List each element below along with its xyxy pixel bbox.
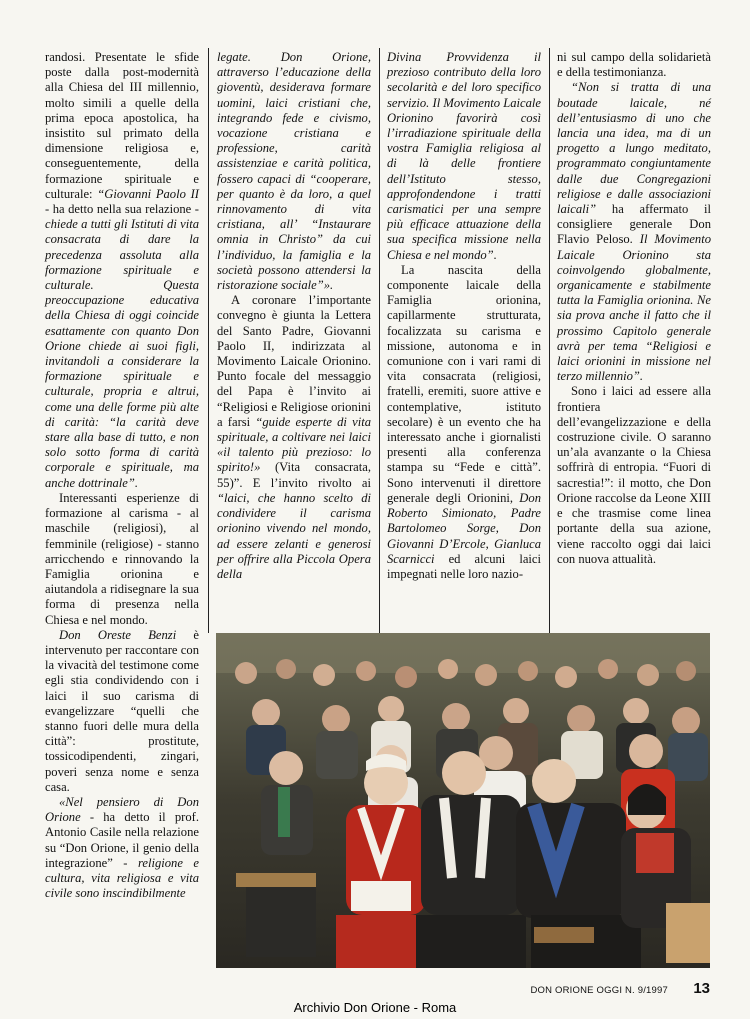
article-paragraph	[45, 491, 199, 628]
archive-credit: Archivio Don Orione - Roma	[293, 1000, 457, 1015]
page-number: 13	[693, 980, 710, 997]
article-paragraph	[387, 263, 541, 582]
article-paragraph	[557, 50, 711, 80]
article-paragraph	[45, 628, 199, 795]
italic-quote-text: “laici, che hanno scelto di condividere il carisma orionino vivendo nel mondo, ad essere zelanti e generosi per offrire alla Piccola Opera della	[217, 490, 371, 581]
audience-photo-illustration	[216, 633, 710, 968]
italic-quote-text: Don Roberto Simionato, Padre Bartolomeo Sorge, Don Giovanni D’Ercole, Gianluca Scarnicci	[387, 490, 541, 566]
article-paragraph	[217, 293, 371, 582]
italic-quote-text: “Giovanni Paolo II	[97, 186, 199, 201]
body-text: La nascita della componente laicale della Famiglia orionina, capillarmente strutturata, focalizzata su carisma e missione, autonoma e in comunione con i vari rami di vita consacrata (religiosi, fratelli, eremiti, suore attive e contemplative, istituto secolare) è un evento che ha interessato anche i giornalisti presenti alla conferenza stampa su “Fede e città”. Sono intervenuti il direttore generale degli Orionini,	[387, 262, 541, 505]
article-paragraph	[557, 384, 711, 566]
body-text: - ha detto il prof. Antonio Casile nella relazione su “Don Orione, il genio della integrazione” -	[45, 810, 199, 870]
article-column-3	[387, 50, 541, 635]
column-divider	[379, 48, 380, 633]
italic-quote-text: chiede a tutti gli Istituti di vita consacrata di dare la precedenza assoluta alla formazione spirituale e culturale. Questa preoccupazione educativa della Chiesa di oggi coincide esattamente con quanto Don Orione chiede ai suoi figli, invitandoli a considerare la formazione spirituale e culturale, propria e altrui, come una delle forme più alte di carità: “la carità deve stare alla base di tutto, e non solo sotto forma di carità corporale e spirituale, ma anche dottrinale”.	[45, 217, 199, 490]
article-paragraph	[45, 795, 199, 901]
article-paragraph	[557, 80, 711, 384]
article-column-2	[217, 50, 371, 635]
body-text: Interessanti esperienze di formazione al carisma - al maschile (religiosi), al femminile (religiose) - stanno arricchendo e rinnovando la Famiglia orionina e aiutandola a ridisegnare la sua forma di presenza nella Chiesa e nel mondo.	[45, 490, 199, 627]
italic-quote-text: Divina Provvidenza il prezioso contributo della loro secolarità e del loro specifico servizio. Il Movimento Laicale Orionino favorirà così l’irradiazione spirituale della vostra Famiglia religiosa al di là delle frontiere dell’Istituto stesso, approfondendone i tratti carismatici per una sempre più efficace attuazione della sua specifica missione nella Chiesa e nel mondo”.	[387, 50, 541, 262]
italic-quote-text: «Nel pensiero di Don Orione	[45, 794, 199, 825]
body-text: randosi. Presentate le sfide poste dalla post-modernità alla Chiesa del III millennio, molto simili a quelle della prima epoca apostolica, ha insistito sul primato della dimensione religiosa e, conseguentemente, della formazione spirituale e culturale:	[45, 50, 199, 201]
body-text: A coronare l’importante convegno è giunta la Lettera del Santo Padre, Giovanni Paolo II, indirizzata al Movimento Laicale Orionino. Punto focale del messaggio del Papa è l’invito ai “Religiosi e Religiose orionini a farsi	[217, 293, 371, 429]
body-text: Sono i laici ad essere alla frontiera dell’evangelizzazione e della costruzione civile. O saranno un’ala avanzante o la Chiesa soffrirà di entropia. “Fuori di sacrestia!”: il motto, che Don Orione raccolse da Leone XIII e che trasmise come linea portante della sua azione, viene raccolto oggi dai laici con nuova attualità.	[557, 384, 711, 566]
article-paragraph	[217, 50, 371, 293]
body-text: (Vita consacrata, 55)”. E l’invito rivolto ai	[217, 460, 371, 490]
magazine-issue-footer: DON ORIONE OGGI N. 9/1997	[530, 985, 668, 996]
italic-quote-text: Don Oreste Benzi	[59, 627, 177, 642]
italic-quote-text: “Non si tratta di una boutade laicale, né dell’entusiasmo di uno che lancia una idea, ma di un progetto a lungo meditato, programmato congiuntamente dalle due Congregazioni religiose e dalle associazioni laicali”	[557, 80, 711, 217]
article-column-1	[45, 50, 199, 970]
italic-quote-text: legate. Don Orione, attraverso l’educazione della gioventù, desiderava formare uomini, laici cristiani che, integrando fede e civismo, vocazione cristiana e professione, carità assistenziae e carità politica, fossero capaci di “cooperare, per quanto è da loro, a quel rinnovamento di vita cristiana, all’ “Instaurare omnia in Christo” da cui l’individuo, la famiglia e la società possono attendersi la ristorazione sociale”».	[217, 50, 371, 293]
body-text: ha affermato il consigliere generale Don Flavio Peloso.	[557, 202, 711, 247]
body-text: - ha detto nella sua relazione -	[45, 202, 199, 217]
italic-quote-text: “guide esperte di vita spirituale, a coltivare nei laici «il talento più prezioso: lo spirito!»	[217, 414, 372, 475]
article-paragraph	[45, 50, 199, 491]
column-divider	[208, 48, 209, 633]
body-text: è intervenuto per raccontare con la vivacità del testimone come egli stia condividendo con i laici il suo carisma di evangelizzare “quelli che stanno fuori delle mura della città”: prostitute, tossicodipendenti, zingari, poveri senza nome e senza casa.	[45, 627, 199, 794]
body-text: ed alcuni laici impegnati nelle loro nazio-	[387, 551, 541, 581]
article-paragraph	[387, 50, 541, 263]
italic-quote-text: religione e cultura, vita religiosa e vita civile sono inscindibilmente	[45, 855, 199, 901]
conference-audience-photo	[216, 633, 710, 968]
column-divider	[549, 48, 550, 633]
italic-quote-text: Il Movimento Laicale Orionino sta coinvolgendo globalmente, organicamente e stabilmente tutta la Famiglia orionina. Ne sia prova anche il fatto che il prossimo Capitolo generale avrà per tema “Religiosi e laici orionini in missione nel terzo millennio”.	[557, 232, 712, 384]
body-text: ni sul campo della solidarietà e della testimonianza.	[557, 50, 711, 80]
article-column-4	[557, 50, 711, 635]
